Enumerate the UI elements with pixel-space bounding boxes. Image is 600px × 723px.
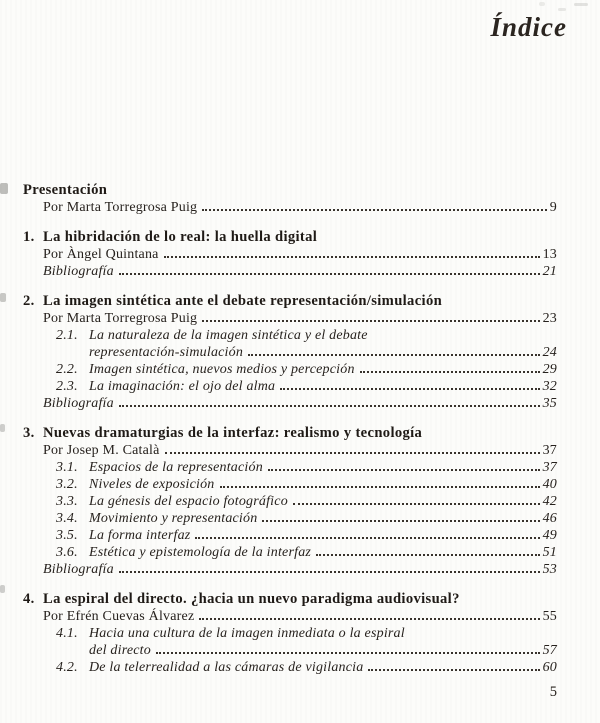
- toc-entry-page: 40: [542, 477, 557, 492]
- scan-artifact: [0, 293, 6, 302]
- dot-leader: [220, 486, 540, 488]
- toc-entry-page: 13: [542, 247, 557, 262]
- toc-entry-page: 51: [542, 545, 557, 560]
- toc-entry-number: 3.2.: [56, 477, 78, 492]
- toc-entry-row: [23, 344, 557, 361]
- toc-entry-page: 37: [542, 460, 557, 475]
- toc-entry-number: 3.1.: [56, 460, 78, 475]
- toc-entry-row: [23, 510, 557, 527]
- scan-artifact: [558, 8, 566, 11]
- toc-section: [23, 229, 557, 280]
- toc-entry-page: 42: [542, 494, 557, 509]
- toc-entry-text: Por Josep M. Català: [43, 443, 160, 458]
- scan-artifact: [539, 2, 545, 6]
- toc-entry-text: Estética y epistemología de la interfaz: [89, 545, 312, 560]
- toc-section-title: Nuevas dramaturgias de la interfaz: realismo y tecnología: [43, 425, 423, 441]
- toc-entry-number: 2.: [23, 293, 35, 309]
- toc-entry-text: La naturaleza de la imagen sintética y el debate: [89, 328, 368, 343]
- scan-artifact: [0, 424, 5, 432]
- toc-entry-page: 21: [542, 264, 557, 279]
- toc-entry-row: [23, 378, 557, 395]
- dot-leader: [195, 537, 539, 539]
- dot-leader: [360, 371, 540, 373]
- toc-entry-row: [23, 246, 557, 263]
- toc-section: [23, 182, 557, 216]
- toc-entry-number: 1.: [23, 229, 35, 245]
- toc-entry-text: Movimiento y representación: [89, 511, 258, 526]
- toc-section-title-row: [23, 425, 557, 442]
- toc-entry-number: 4.1.: [56, 626, 78, 641]
- toc-entry-text: Por Marta Torregrosa Puig: [43, 200, 198, 215]
- toc-entry-number: 3.4.: [56, 511, 78, 526]
- toc-entry-row: [23, 561, 557, 578]
- toc-entry-row: [23, 310, 557, 327]
- toc-entry-number: 3.: [23, 425, 35, 441]
- toc-entry-number: 3.6.: [56, 545, 78, 560]
- toc-entry-page: 53: [542, 562, 557, 577]
- toc-list: [23, 182, 557, 676]
- toc-entry-page: 32: [542, 379, 557, 394]
- toc-entry-page: 46: [542, 511, 557, 526]
- dot-leader: [280, 388, 539, 390]
- toc-entry-text: De la telerrealidad a las cámaras de vigilancia: [89, 660, 364, 675]
- toc-entry-text: Bibliografía: [43, 264, 114, 279]
- toc-entry-row: [23, 659, 557, 676]
- toc-entry-page: 35: [542, 396, 557, 411]
- toc-entry-number: 2.2.: [56, 362, 78, 377]
- toc-entry-page: 37: [542, 443, 557, 458]
- toc-entry-row: [23, 442, 557, 459]
- dot-leader: [119, 571, 540, 573]
- dot-leader: [165, 452, 540, 454]
- dot-leader: [119, 405, 540, 407]
- toc-entry-text: Bibliografía: [43, 396, 114, 411]
- toc-entry-page: 57: [542, 643, 557, 658]
- toc-section: [23, 425, 557, 578]
- toc-entry-row: [23, 395, 557, 412]
- toc-entry-text: representación-simulación: [89, 345, 244, 360]
- toc-entry-page: 24: [542, 345, 557, 360]
- toc-entry-row: [23, 625, 557, 642]
- toc-entry-page: 23: [542, 311, 557, 326]
- toc-entry-text: La imaginación: el ojo del alma: [89, 379, 276, 394]
- toc-entry-text: La génesis del espacio fotográfico: [89, 494, 288, 509]
- dot-leader: [293, 503, 540, 505]
- toc-section-title: La espiral del directo. ¿hacia un nuevo paradigma audiovisual?: [43, 591, 460, 607]
- toc-entry-text: Hacia una cultura de la imagen inmediata o la espiral: [89, 626, 405, 641]
- toc-entry-number: 4.: [23, 591, 35, 607]
- dot-leader: [199, 618, 539, 620]
- toc-entry-text: La forma interfaz: [89, 528, 191, 543]
- page-folio: 5: [549, 684, 557, 700]
- dot-leader: [119, 273, 540, 275]
- toc-entry-number: 3.5.: [56, 528, 78, 543]
- toc-entry-row: [23, 263, 557, 280]
- toc-entry-text: del directo: [89, 643, 151, 658]
- toc-section: [23, 293, 557, 412]
- dot-leader: [262, 520, 539, 522]
- scan-artifact: [0, 585, 5, 593]
- toc-section-title: La hibridación de lo real: la huella digital: [43, 229, 318, 245]
- dot-leader: [202, 209, 547, 211]
- toc-entry-row: [23, 527, 557, 544]
- toc-entry-number: 4.2.: [56, 660, 78, 675]
- dot-leader: [164, 256, 540, 258]
- dot-leader: [156, 652, 540, 654]
- toc-entry-text: Niveles de exposición: [89, 477, 215, 492]
- toc-section-title-row: [23, 293, 557, 310]
- toc-entry-text: Por Marta Torregrosa Puig: [43, 311, 198, 326]
- toc-entry-row: [23, 459, 557, 476]
- toc-entry-row: [23, 476, 557, 493]
- toc-entry-text: Imagen sintética, nuevos medios y percepción: [89, 362, 355, 377]
- toc-entry-row: [23, 608, 557, 625]
- toc-entry-row: [23, 199, 557, 216]
- toc-entry-page: 29: [542, 362, 557, 377]
- toc-entry-page: 60: [542, 660, 557, 675]
- toc-section-title: La imagen sintética ante el debate representación/simulación: [43, 293, 443, 309]
- dot-leader: [248, 354, 540, 356]
- toc-entry-page: 9: [549, 200, 557, 215]
- dot-leader: [268, 469, 540, 471]
- toc-entry-number: 2.3.: [56, 379, 78, 394]
- toc-entry-row: [23, 544, 557, 561]
- toc-entry-text: Bibliografía: [43, 562, 114, 577]
- scan-artifact: [0, 183, 8, 194]
- page-title: Índice: [490, 12, 567, 42]
- toc-section-title-row: [23, 182, 557, 199]
- toc-section-title-row: [23, 229, 557, 246]
- toc-entry-row: [23, 642, 557, 659]
- dot-leader: [368, 669, 539, 671]
- toc-entry-page: 55: [542, 609, 557, 624]
- toc-entry-text: Por Àngel Quintana: [43, 247, 159, 262]
- toc-entry-text: Por Efrén Cuevas Álvarez: [43, 609, 195, 624]
- toc-section-title: Presentación: [23, 182, 108, 198]
- toc-entry-number: 3.3.: [56, 494, 78, 509]
- dot-leader: [316, 554, 540, 556]
- toc-entry-text: Espacios de la representación: [89, 460, 263, 475]
- dot-leader: [202, 320, 539, 322]
- toc-entry-row: [23, 327, 557, 344]
- toc-entry-row: [23, 493, 557, 510]
- toc-entry-page: 49: [542, 528, 557, 543]
- scan-artifact: [574, 3, 588, 6]
- toc-section: [23, 591, 557, 676]
- toc-entry-number: 2.1.: [56, 328, 78, 343]
- toc-section-title-row: [23, 591, 557, 608]
- toc-entry-row: [23, 361, 557, 378]
